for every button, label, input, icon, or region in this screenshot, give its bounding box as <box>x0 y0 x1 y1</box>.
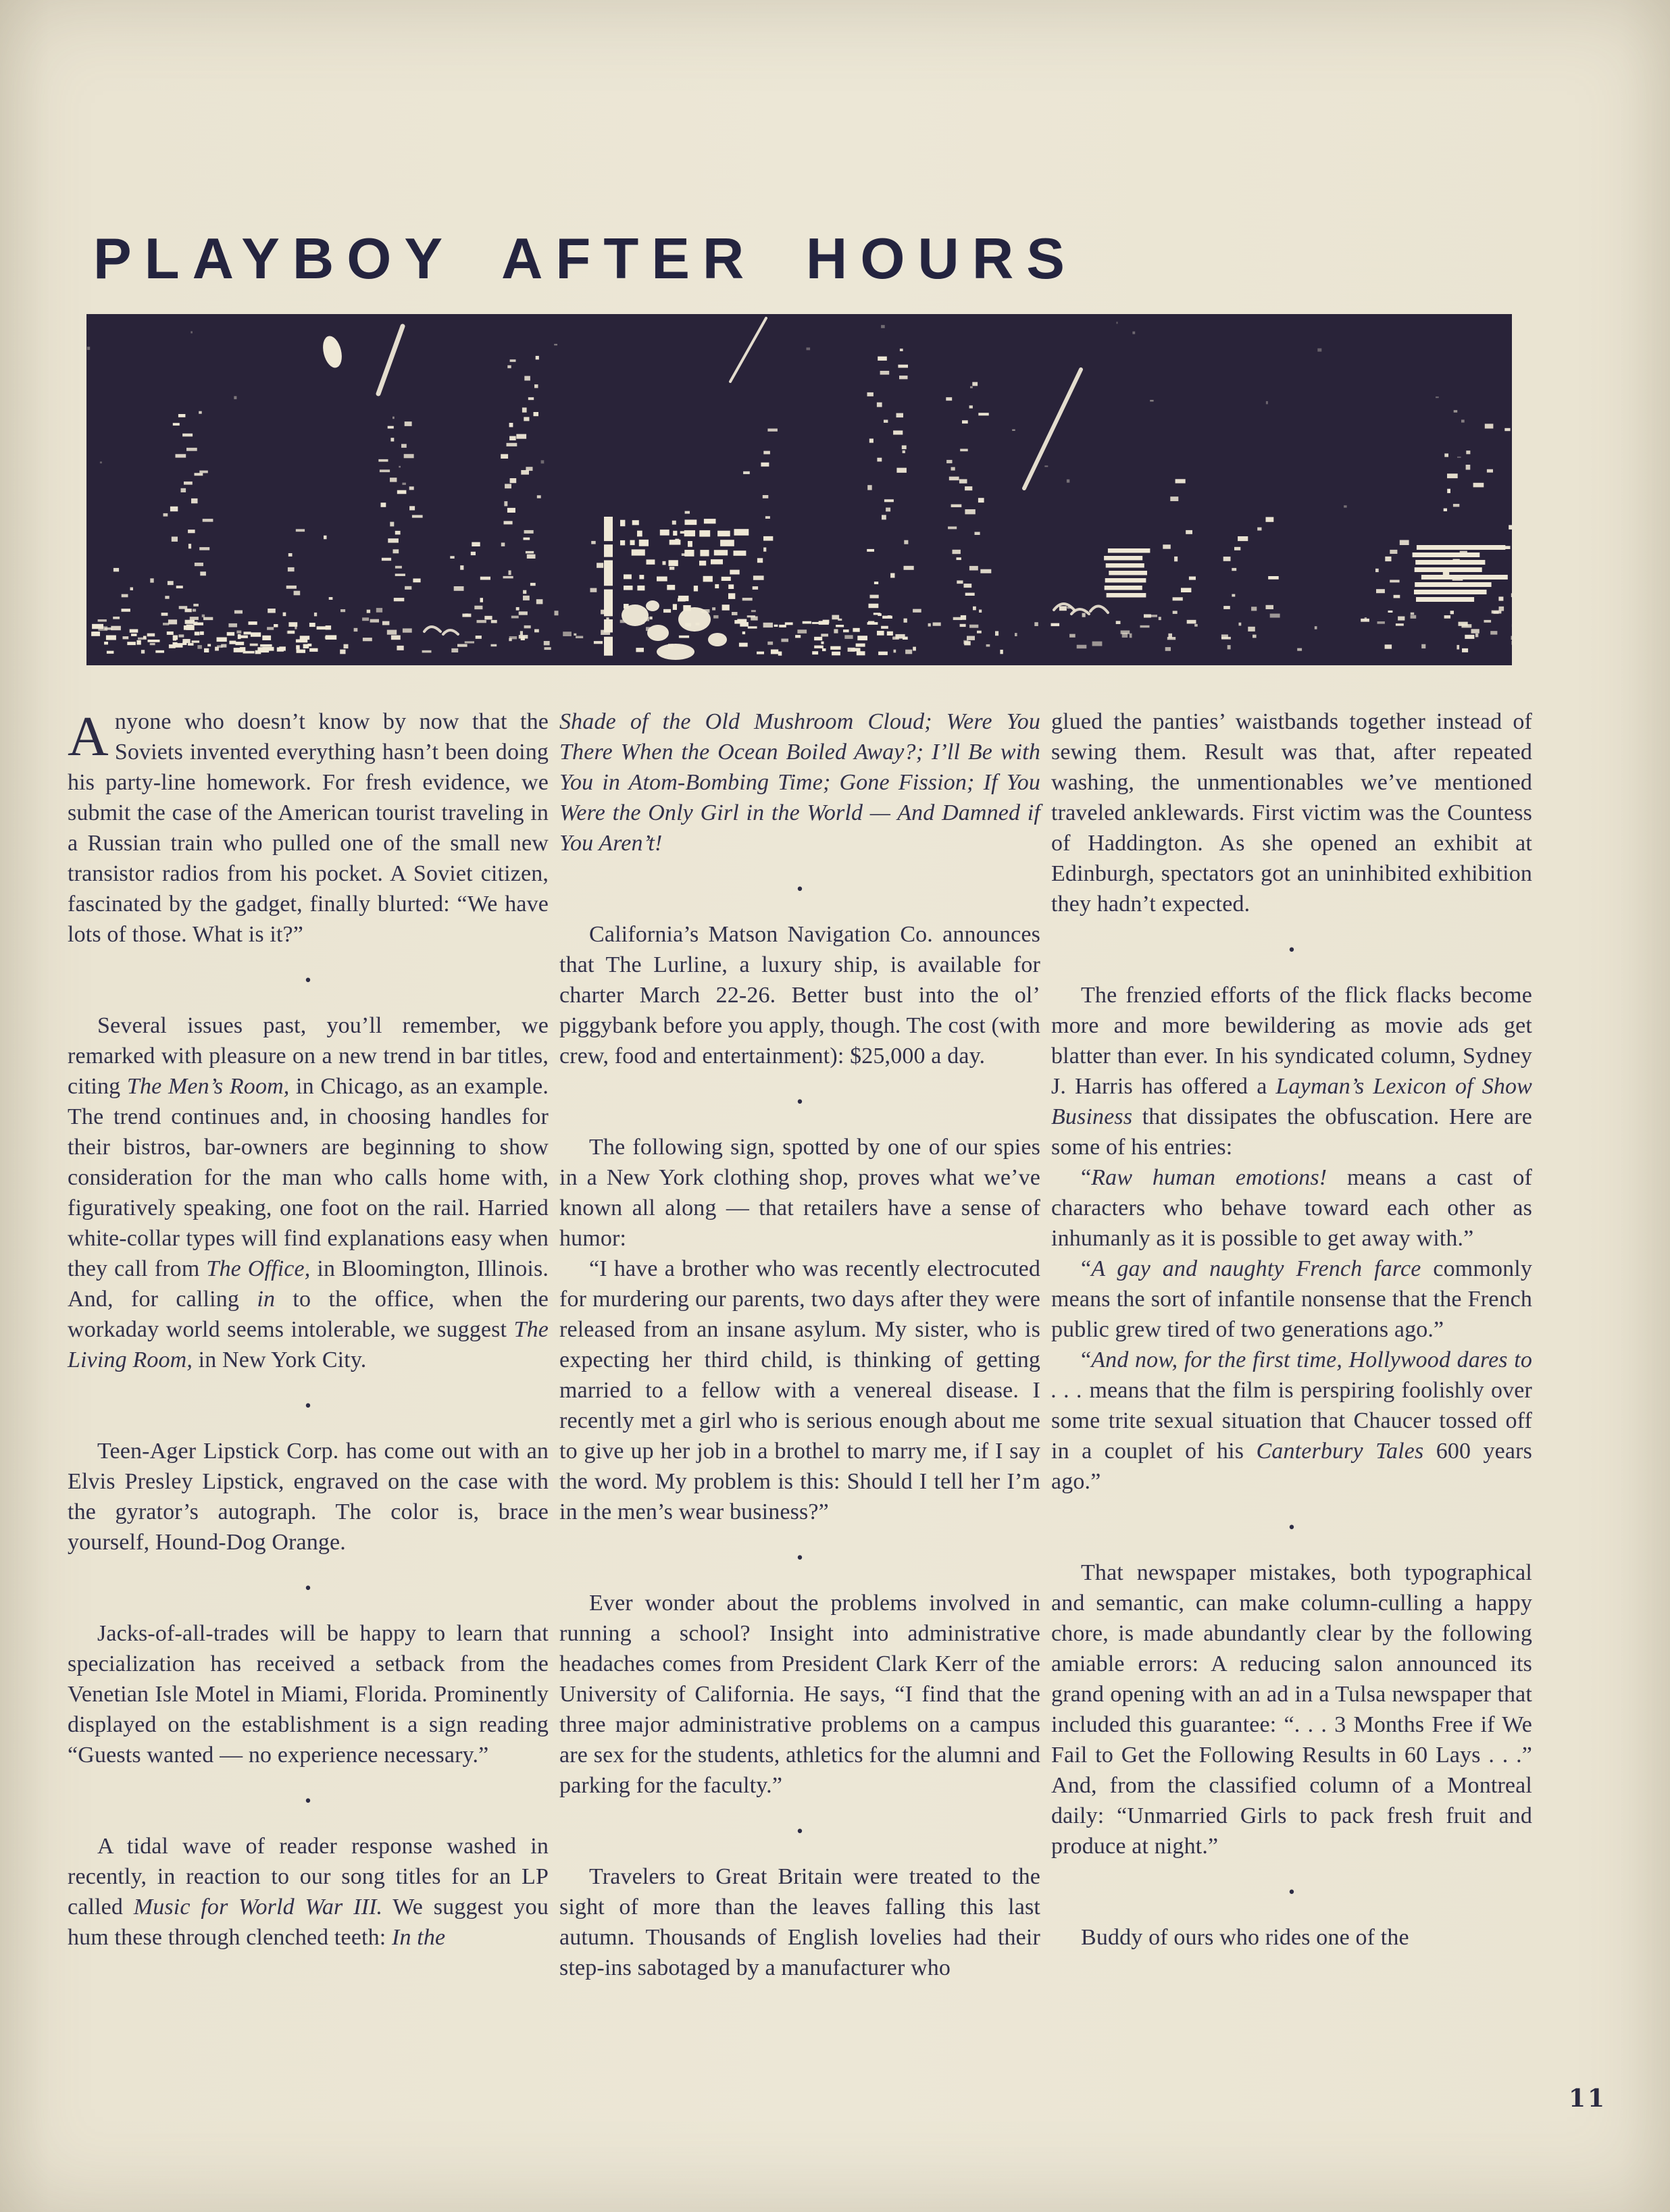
body-paragraph: The following sign, spotted by one of our spies in a New York clothing shop, proves what we’ve known all along — that retailers have a sense of humor: <box>559 1135 1040 1251</box>
body-paragraph: “I have a brother who was recently electrocuted for murdering our parents, two days after they were released from an insane asylum. My sister, who is expecting her third child, is thinking of getting married to a fellow with a venereal disease. I recently met a girl who is serious enough about me to give up her job in a brothel to marry me, if I say the word. My problem is this: Should I tell her I’m in the men’s wear business?” <box>559 1256 1040 1524</box>
separator-bullet: • <box>305 1578 311 1598</box>
separator-bullet: • <box>796 1821 803 1841</box>
page-title: PLAYBOY AFTER HOURS <box>93 227 1078 291</box>
body-paragraph: Travelers to Great Britain were treated to the sight of more than the leaves falling this last autumn. Thousands of English lovelies had their step-ins sabotaged by a manufacturer who <box>559 1864 1040 1980</box>
separator-bullet: • <box>305 1395 311 1416</box>
body-paragraph: A tidal wave of reader response washed in recently, in reaction to our song titles for an LP called Music for World War III. We suggest you hum these through clenched teeth: In the <box>68 1834 549 1950</box>
body-paragraph: Ever wonder about the problems involved in running a school? Insight into administrative headaches comes from President Clark Kerr of the University of California. He says, “I find that the three major administrative problems on a campus are sex for the students, athletics for the alumni and parking for the faculty.” <box>559 1591 1040 1798</box>
body-paragraph: “Raw human emotions! means a cast of characters who behave toward each other as inhumanly as it is possible to get away with.” <box>1051 1165 1532 1251</box>
separator-bullet: • <box>1288 1517 1295 1537</box>
body-paragraph: California’s Matson Navigation Co. announces that The Lurline, a luxury ship, is available for charter March 22-26. Better bust into the ol’ piggybank before you apply, though. The cost (with crew, food and entertainment): $25,000 a day. <box>559 922 1040 1069</box>
separator-bullet: • <box>796 1547 803 1568</box>
separator-bullet: • <box>1288 1882 1295 1902</box>
text-column-2 <box>559 706 1040 1983</box>
separator-bullet: • <box>796 879 803 899</box>
drop-cap: A <box>68 705 109 768</box>
separator-bullet: • <box>305 970 311 990</box>
page-number: 11 <box>1569 2084 1607 2113</box>
skyline-svg <box>86 314 1512 665</box>
body-paragraph: Several issues past, you’ll remember, we remarked with pleasure on a new trend in bar titles, citing The Men’s Room, in Chicago, as an example. The trend continues and, in choosing handles for their bistros, bar-owners are beginning to show consideration for the man who calls home with, figuratively speaking, one foot on the rail. Harried white-collar types will find explanations easy when they call from The Office, in Bloomington, Illinois. And, for calling in to the office, when the workaday world seems intolerable, we suggest The Living Room, in New York City. <box>68 1013 549 1372</box>
body-paragraph: That newspaper mistakes, both typographical and semantic, can make column-culling a happy chore, is made abundantly clear by the following amiable errors: A reducing salon announced its grand opening with an ad in a Tulsa newspaper that included this guarantee: “. . . 3 Months Free if We Fail to Get the Following Results in 60 Lays . . .” And, from the classified column of a Montreal daily: “Unmarried Girls to pack fresh fruit and produce at night.” <box>1051 1560 1532 1859</box>
body-paragraph: Shade of the Old Mushroom Cloud; Were You There When the Ocean Boiled Away?; I’ll Be with You in Atom-Bombing Time; Gone Fission; If You Were the Only Girl in the World — And Damned if You Aren’t! <box>559 709 1040 856</box>
body-paragraph: Buddy of ours who rides one of the <box>1081 1925 1409 1950</box>
body-paragraph: “A gay and naughty French farce commonly means the sort of infantile nonsense that the French public grew tired of two generations ago.” <box>1051 1256 1532 1342</box>
text-column-3 <box>1051 706 1532 1953</box>
body-paragraph: The frenzied efforts of the flick flacks become more and more bewildering as movie ads get blatter than ever. In his syndicated column, Sydney J. Harris has offered a Layman’s Lexicon of Show Business that dissipates the obfuscation. Here are some of his entries: <box>1051 983 1533 1160</box>
body-paragraph: “And now, for the first time, Hollywood dares to . . . means that the film is perspiring foolishly over some trite sexual situation that Chaucer tossed off in a couplet of his Canterbury Tales 600 years ago.” <box>1051 1347 1533 1494</box>
separator-bullet: • <box>796 1091 803 1112</box>
city-skyline-illustration <box>86 314 1512 665</box>
body-paragraph: Teen-Ager Lipstick Corp. has come out with an Elvis Presley Lipstick, engraved on the case with the gyrator’s autograph. The color is, brace yourself, Hound-Dog Orange. <box>68 1439 549 1555</box>
separator-bullet: • <box>1288 940 1295 960</box>
text-column-1 <box>68 706 549 1953</box>
body-paragraph: Anyone who doesn’t know by now that the Soviets invented everything hasn’t been doing his party-line homework. For fresh evidence, we submit the case of the American tourist traveling in a Russian train who pulled one of the small new transistor radios from his pocket. A Soviet citizen, fascinated by the gadget, finally blurted: “We have lots of those. What is it?” <box>68 705 549 947</box>
body-paragraph: Jacks-of-all-trades will be happy to learn that specialization has received a setback from the Venetian Isle Motel in Miami, Florida. Prominently displayed on the establishment is a sign reading “Guests wanted — no experience necessary.” <box>68 1621 549 1768</box>
body-paragraph: glued the panties’ waistbands together instead of sewing them. Result was that, after repeated washing, the unmentionables we’ve mentioned traveled anklewards. First victim was the Countess of Haddington. As she opened an exhibit at Edinburgh, spectators got an uninhibited exhibition they hadn’t expected. <box>1051 709 1532 917</box>
separator-bullet: • <box>305 1791 311 1811</box>
